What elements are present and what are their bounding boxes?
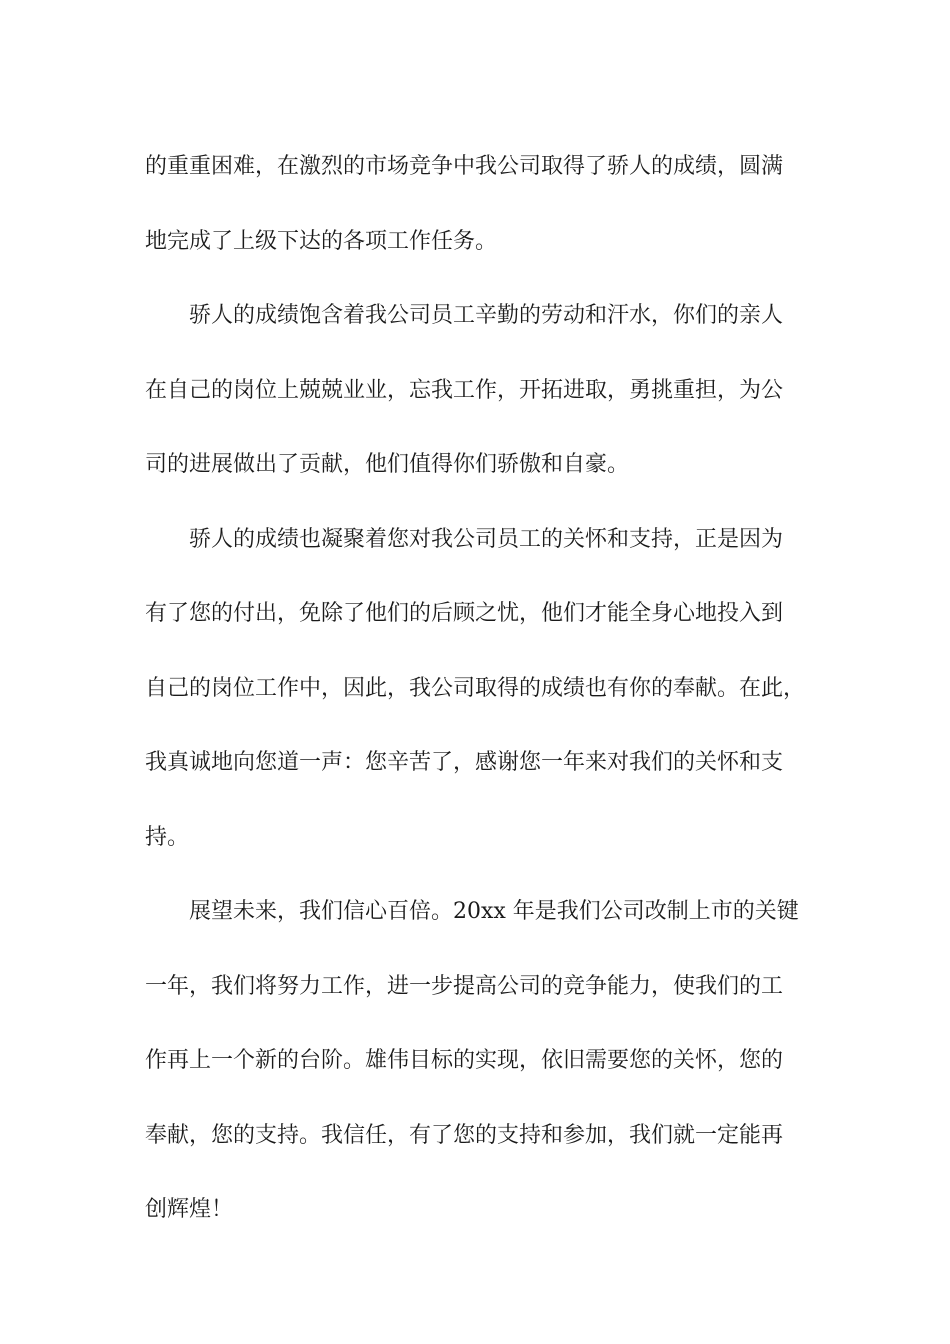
text-line: 有了您的付出，免除了他们的后顾之忧，他们才能全身心地投入到 [145, 601, 784, 626]
text-line: 我真诚地向您道一声：您辛苦了，感谢您一年来对我们的关怀和支 [145, 750, 784, 775]
text-line: 奉献，您的支持。我信任，有了您的支持和参加，我们就一定能再 [145, 1122, 784, 1148]
text-line: 司的进展做出了贡献，他们值得你们骄傲和自豪。 [145, 452, 630, 477]
text-line: 骄人的成绩也凝聚着您对我公司员工的关怀和支持，正是因为 [189, 526, 784, 552]
text-line: 一年，我们将努力工作，进一步提高公司的竞争能力，使我们的工 [145, 973, 784, 999]
text-line: 骄人的成绩饱含着我公司员工辛勤的劳动和汗水，你们的亲人 [189, 303, 784, 328]
paragraph-3 [145, 503, 810, 876]
text-line: 创辉煌！ [145, 1197, 234, 1222]
paragraph-2 [145, 279, 810, 503]
text-line: 作再上一个新的台阶。雄伟目标的实现，依旧需要您的关怀，您的 [145, 1048, 784, 1073]
text-line: 持。 [145, 824, 190, 850]
text-line: 在自己的岗位上兢兢业业，忘我工作，开拓进取，勇挑重担，为公 [145, 377, 784, 403]
paragraph-4 [145, 875, 810, 1248]
text-line: 的重重困难，在激烈的市场竞争中我公司取得了骄人的成绩，圆满 [145, 154, 784, 179]
text-line: 地完成了上级下达的各项工作任务。 [145, 228, 498, 254]
text-line: 自己的岗位工作中，因此，我公司取得的成绩也有你的奉献。在此， [145, 675, 806, 701]
paragraph-1 [145, 130, 810, 279]
text-line: 展望未来，我们信心百倍。20xx 年是我们公司改制上市的关键 [189, 899, 799, 924]
body-text [145, 130, 810, 1248]
